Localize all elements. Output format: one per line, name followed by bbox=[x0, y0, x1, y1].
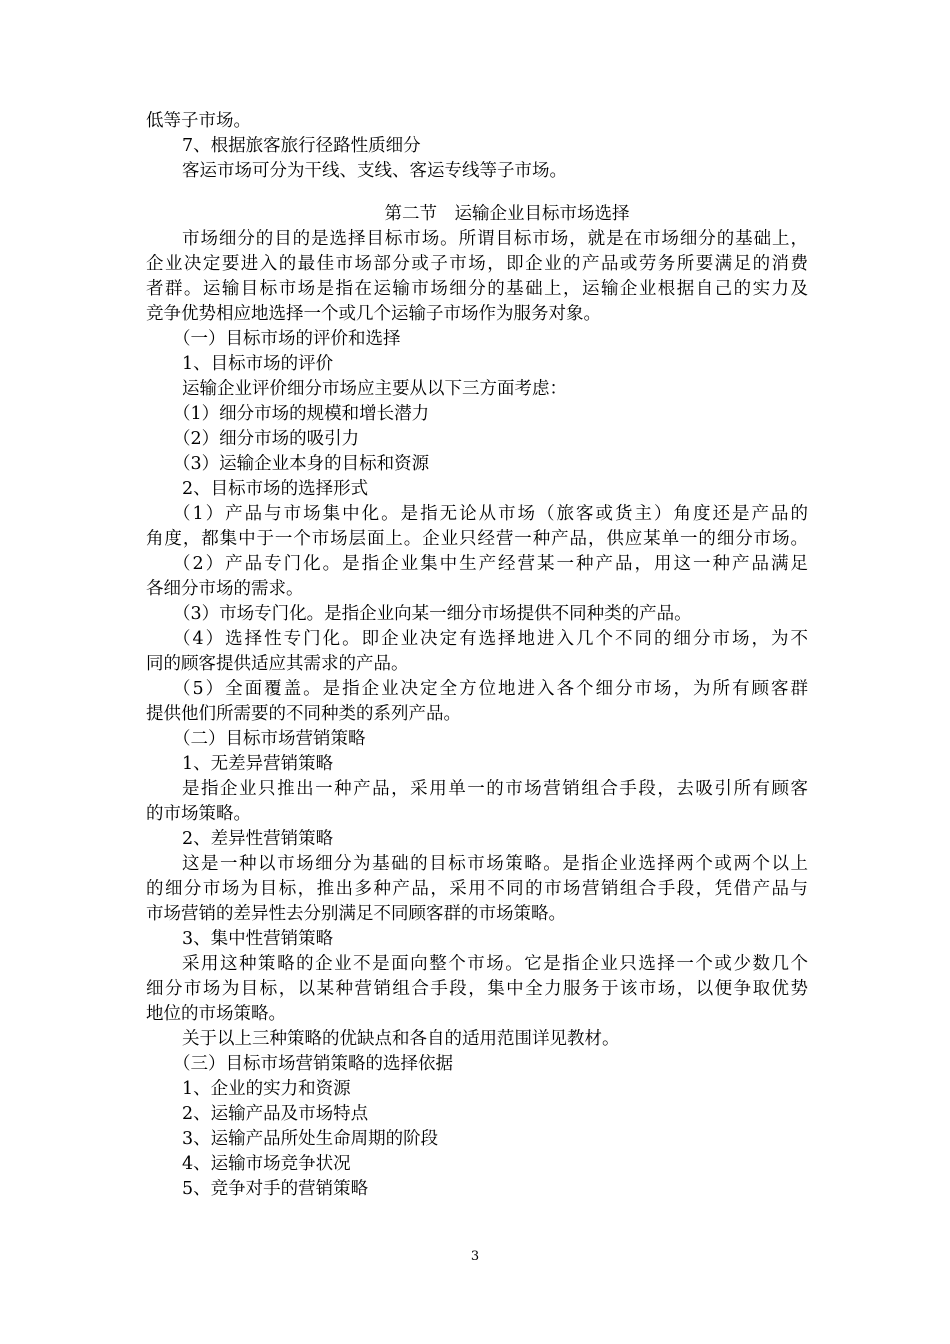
paragraph-line: 采用这种策略的企业不是面向整个市场。它是指企业只选择一个或少数几个 bbox=[182, 954, 808, 974]
list-item: （1）细分市场的规模和增长潜力 bbox=[173, 404, 430, 424]
paragraph-line: 同的顾客提供适应其需求的产品。 bbox=[146, 654, 409, 674]
list-item: 1、企业的实力和资源 bbox=[182, 1079, 351, 1099]
section-title: 第二节 运输企业目标市场选择 bbox=[384, 204, 630, 224]
list-item: 2、运输产品及市场特点 bbox=[182, 1104, 369, 1124]
paragraph-line: 市场营销的差异性去分别满足不同顾客群的市场策略。 bbox=[146, 904, 566, 924]
paragraph-line: 细分市场为目标，以某种营销组合手段，集中全力服务于该市场，以便争取优势 bbox=[146, 979, 808, 999]
paragraph-line: 角度，都集中于一个市场层面上。企业只经营一种产品，供应某单一的细分市场。 bbox=[146, 529, 808, 549]
paragraph-line: （3）市场专门化。是指企业向某一细分市场提供不同种类的产品。 bbox=[173, 604, 692, 624]
subheading: 2、目标市场的选择形式 bbox=[182, 479, 369, 499]
paragraph-line: （1）产品与市场集中化。是指无论从市场（旅客或货主）角度还是产品的 bbox=[173, 504, 808, 524]
page-number: 3 bbox=[470, 1249, 480, 1264]
paragraph-line: 地位的市场策略。 bbox=[146, 1004, 286, 1024]
paragraph-line: 竞争优势相应地选择一个或几个运输子市场作为服务对象。 bbox=[146, 304, 601, 324]
list-item: 3、运输产品所处生命周期的阶段 bbox=[182, 1129, 439, 1149]
paragraph-line: 的细分市场为目标，推出多种产品，采用不同的市场营销组合手段，凭借产品与 bbox=[146, 879, 808, 899]
subheading: 2、差异性营销策略 bbox=[182, 829, 334, 849]
body-line: 客运市场可分为干线、支线、客运专线等子市场。 bbox=[182, 161, 567, 181]
paragraph-line: 运输企业评价细分市场应主要从以下三方面考虑： bbox=[182, 379, 567, 399]
paragraph-line: 是指企业只推出一种产品，采用单一的市场营销组合手段，去吸引所有顾客 bbox=[182, 779, 808, 799]
section-heading: （三）目标市场营销策略的选择依据 bbox=[173, 1054, 453, 1074]
paragraph-line: 市场细分的目的是选择目标市场。所谓目标市场，就是在市场细分的基础上， bbox=[182, 229, 808, 249]
paragraph-line: （2）产品专门化。是指企业集中生产经营某一种产品，用这一种产品满足 bbox=[173, 554, 808, 574]
list-item: 4、运输市场竞争状况 bbox=[182, 1154, 351, 1174]
subheading: 1、目标市场的评价 bbox=[182, 354, 334, 374]
paragraph-line: 者群。运输目标市场是指在运输市场细分的基础上，运输企业根据自己的实力及 bbox=[146, 279, 808, 299]
paragraph-line: 各细分市场的需求。 bbox=[146, 579, 304, 599]
paragraph-line: （5）全面覆盖。是指企业决定全方位地进入各个细分市场，为所有顾客群 bbox=[173, 679, 808, 699]
list-item: （2）细分市场的吸引力 bbox=[173, 429, 360, 449]
subheading: 1、无差异营销策略 bbox=[182, 754, 334, 774]
subheading: 3、集中性营销策略 bbox=[182, 929, 334, 949]
document-body bbox=[146, 109, 808, 1202]
section-gap bbox=[146, 184, 808, 202]
list-item: 5、竞争对手的营销策略 bbox=[182, 1179, 369, 1199]
paragraph-line: （4）选择性专门化。即企业决定有选择地进入几个不同的细分市场，为不 bbox=[173, 629, 808, 649]
paragraph-line: 企业决定要进入的最佳市场部分或子市场，即企业的产品或劳务所要满足的消费 bbox=[146, 254, 808, 274]
paragraph-line: 的市场策略。 bbox=[146, 804, 251, 824]
body-line: 低等子市场。 bbox=[146, 111, 251, 131]
paragraph-line: 这是一种以市场细分为基础的目标市场策略。是指企业选择两个或两个以上 bbox=[182, 854, 808, 874]
section-heading: （一）目标市场的评价和选择 bbox=[173, 329, 401, 349]
paragraph-line: 关于以上三种策略的优缺点和各自的适用范围详见教材。 bbox=[182, 1029, 620, 1049]
section-heading: （二）目标市场营销策略 bbox=[173, 729, 366, 749]
paragraph-line: 提供他们所需要的不同种类的系列产品。 bbox=[146, 704, 461, 724]
subheading: 7、根据旅客旅行径路性质细分 bbox=[182, 136, 421, 156]
list-item: （3）运输企业本身的目标和资源 bbox=[173, 454, 430, 474]
